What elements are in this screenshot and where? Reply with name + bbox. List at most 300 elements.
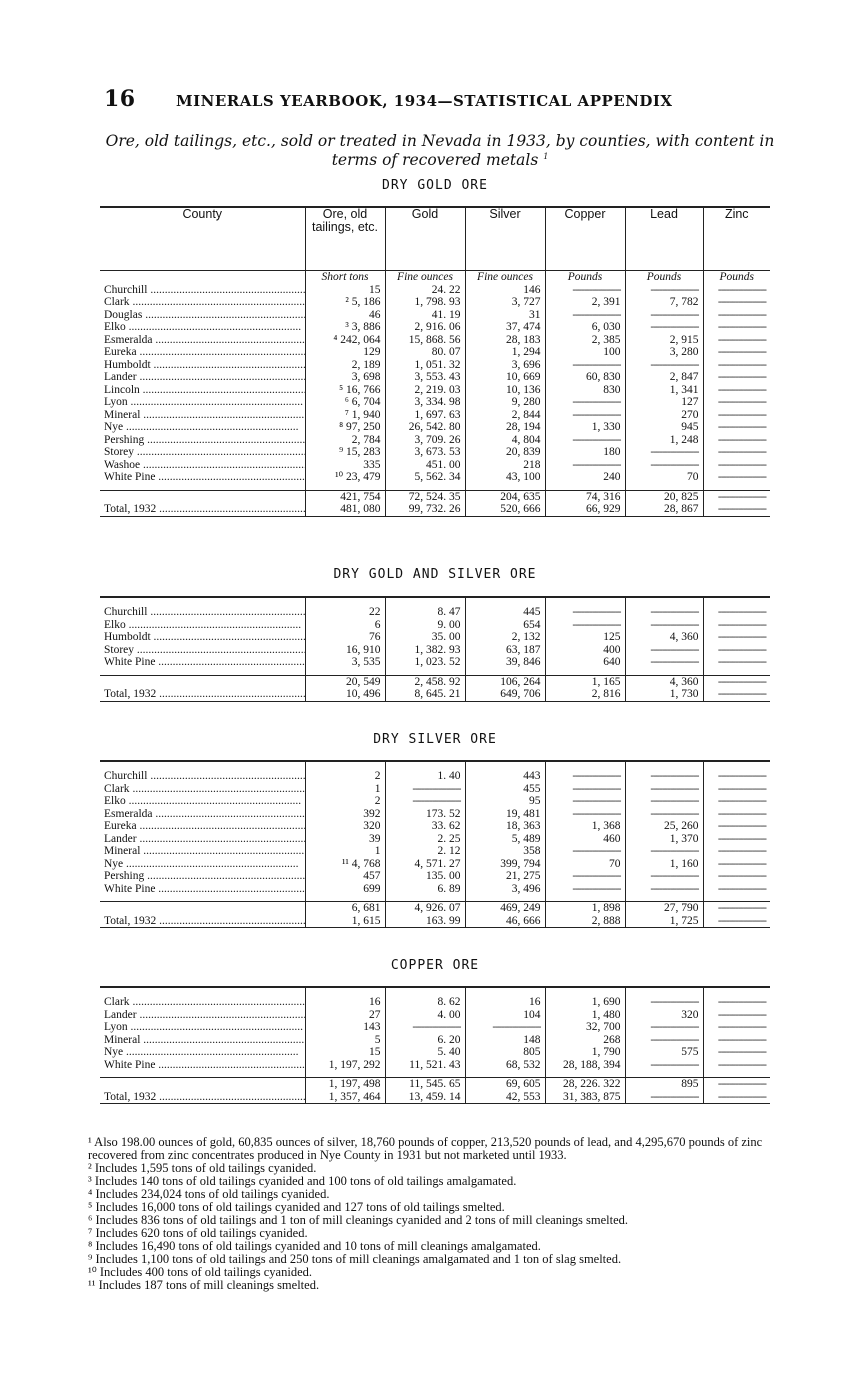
cell-value: 1, 370 [625, 833, 703, 846]
footnote: ³ Includes 140 tons of old tailings cyanided and 100 tons of old tailings amalgamated. [88, 1174, 517, 1188]
cell-value [703, 396, 770, 409]
cell-value: 2, 847 [625, 371, 703, 384]
data-table [100, 986, 770, 1104]
cell-value [703, 858, 770, 871]
cell-value [703, 1034, 770, 1047]
county-name: Clark ..... [100, 296, 305, 309]
county-name: Pershing ..... [100, 870, 305, 883]
cell-value [545, 359, 625, 372]
county-name: Elko ..... [100, 619, 305, 632]
county-name: Clark ..... [100, 996, 305, 1009]
unit-zinc: Pounds [703, 271, 770, 284]
table-row [100, 296, 770, 309]
cell-value [703, 833, 770, 846]
cell-value: 6. 20 [385, 1034, 465, 1047]
county-name: Douglas ..... [100, 309, 305, 322]
cell-value [703, 321, 770, 334]
cell-value: ⁶ 6, 704 [305, 396, 385, 409]
cell-value: 2, 219. 03 [385, 384, 465, 397]
cell-value: ⁴ 242, 064 [305, 334, 385, 347]
cell-value: 10, 136 [465, 384, 545, 397]
cell-value: 33. 62 [385, 820, 465, 833]
cell-value: 1 [305, 845, 385, 858]
cell-value [545, 883, 625, 896]
cell-value: 11, 521. 43 [385, 1059, 465, 1072]
total-1932-value: 649, 706 [465, 688, 545, 701]
cell-value [625, 783, 703, 796]
cell-value: 28, 183 [465, 334, 545, 347]
total-1932-value: 99, 732. 26 [385, 503, 465, 516]
table-row [100, 446, 770, 459]
caption-footnote-ref: 1 [543, 151, 549, 161]
cell-value: 240 [545, 471, 625, 484]
total-value: 20, 825 [625, 490, 703, 503]
cell-value: 31 [465, 309, 545, 322]
cell-value [385, 795, 465, 808]
cell-value: 2 [305, 770, 385, 783]
cell-value: 1, 341 [625, 384, 703, 397]
total-label: Total, 1932 ..... [100, 675, 305, 701]
footnote: ⁹ Includes 1,100 tons of old tailings and 250 tons of mill cleanings amalgamated and 1 ton of slag smelted. [88, 1252, 622, 1266]
table-row [100, 845, 770, 858]
county-name: Lyon ..... [100, 1021, 305, 1034]
cell-value [703, 870, 770, 883]
table-row [100, 396, 770, 409]
cell-value: 3, 727 [465, 296, 545, 309]
table-row [100, 619, 770, 632]
cell-value [703, 883, 770, 896]
cell-value [625, 321, 703, 334]
column-header-gold: Gold [385, 207, 465, 271]
total-value: 27, 790 [625, 902, 703, 915]
total-1932-value: 13, 459. 14 [385, 1091, 465, 1104]
table-row [100, 459, 770, 472]
table-row [100, 284, 770, 297]
cell-value [703, 359, 770, 372]
total-1932-value: 1, 730 [625, 688, 703, 701]
cell-value [703, 820, 770, 833]
cell-value: 1, 051. 32 [385, 359, 465, 372]
cell-value: 455 [465, 783, 545, 796]
cell-value: 63, 187 [465, 644, 545, 657]
cell-value: 2, 385 [545, 334, 625, 347]
cell-value [545, 795, 625, 808]
cell-value: 2, 916. 06 [385, 321, 465, 334]
cell-value [545, 284, 625, 297]
county-name: Storey ..... [100, 644, 305, 657]
rule-cell [465, 761, 545, 770]
cell-value [703, 334, 770, 347]
cell-value: 1, 294 [465, 346, 545, 359]
column-header-copper: Copper [545, 207, 625, 271]
section-title: DRY GOLD ORE [382, 178, 488, 193]
total-value: 28, 226. 322 [545, 1078, 625, 1091]
rule-cell [465, 987, 545, 996]
cell-value: 22 [305, 606, 385, 619]
unit-gold: Fine ounces [385, 271, 465, 284]
total-1932-value: 10, 496 [305, 688, 385, 701]
cell-value: 39 [305, 833, 385, 846]
cell-value: 95 [465, 795, 545, 808]
cell-value: 460 [545, 833, 625, 846]
units-row [100, 271, 770, 284]
cell-value: 2, 784 [305, 434, 385, 447]
cell-value [625, 808, 703, 821]
total-1932-value: 2, 888 [545, 915, 625, 928]
cell-value [703, 808, 770, 821]
cell-value: 28, 188, 394 [545, 1059, 625, 1072]
cell-value [703, 783, 770, 796]
county-name: Lyon ..... [100, 396, 305, 409]
cell-value: 20, 839 [465, 446, 545, 459]
unit-ore: Short tons [305, 271, 385, 284]
cell-value [545, 606, 625, 619]
cell-value [625, 996, 703, 1009]
table-top-rule [100, 761, 770, 770]
cell-value: 2. 25 [385, 833, 465, 846]
cell-value [625, 359, 703, 372]
data-table [100, 760, 770, 928]
cell-value [625, 770, 703, 783]
footnotes [88, 1136, 768, 1292]
total-value: 469, 249 [465, 902, 545, 915]
table-row [100, 384, 770, 397]
cell-value [703, 1009, 770, 1022]
cell-value [625, 459, 703, 472]
rule-cell [385, 597, 465, 606]
column-header-zinc: Zinc [703, 207, 770, 271]
rule-cell [385, 987, 465, 996]
total-1932-value: 31, 383, 875 [545, 1091, 625, 1104]
cell-value [625, 309, 703, 322]
cell-value [625, 1021, 703, 1034]
unit-copper: Pounds [545, 271, 625, 284]
table-row [100, 795, 770, 808]
cell-value: ⁷ 1, 940 [305, 409, 385, 422]
total-value: 1, 197, 498 [305, 1078, 385, 1091]
county-name: Esmeralda ..... [100, 334, 305, 347]
cell-value [703, 996, 770, 1009]
cell-value: 443 [465, 770, 545, 783]
cell-value: 143 [305, 1021, 385, 1034]
total-value: 69, 605 [465, 1078, 545, 1091]
cell-value: 3, 709. 26 [385, 434, 465, 447]
cell-value [545, 870, 625, 883]
total-row [100, 490, 770, 503]
total-1932-value: 520, 666 [465, 503, 545, 516]
total-value: 1, 898 [545, 902, 625, 915]
footnote: ⁶ Includes 836 tons of old tailings and 1 ton of mill cleanings cyanided and 2 tons of mill cleanings smelted. [88, 1213, 629, 1227]
table-row [100, 359, 770, 372]
total-value: 20, 549 [305, 675, 385, 688]
cell-value: 3, 698 [305, 371, 385, 384]
total-value: 11, 545. 65 [385, 1078, 465, 1091]
cell-value: 2, 189 [305, 359, 385, 372]
cell-value [703, 421, 770, 434]
total-value: 421, 754 [305, 490, 385, 503]
cell-value: 6, 030 [545, 321, 625, 334]
table-row [100, 1021, 770, 1034]
cell-value [545, 459, 625, 472]
cell-value: 146 [465, 284, 545, 297]
cell-value: 4, 804 [465, 434, 545, 447]
cell-value [385, 783, 465, 796]
page-number: 16 [104, 86, 136, 112]
total-value [703, 675, 770, 688]
footnote: ⁴ Includes 234,024 tons of old tailings cyanided. [88, 1187, 330, 1201]
cell-value: 2, 391 [545, 296, 625, 309]
cell-value: 654 [465, 619, 545, 632]
cell-value: 28, 194 [465, 421, 545, 434]
total-1932-value [703, 915, 770, 928]
cell-value [703, 770, 770, 783]
total-1932-value: 2, 816 [545, 688, 625, 701]
cell-value [703, 446, 770, 459]
total-1932-value: 28, 867 [625, 503, 703, 516]
table-row [100, 996, 770, 1009]
cell-value: 3, 553. 43 [385, 371, 465, 384]
cell-value [703, 1046, 770, 1059]
total-value: 895 [625, 1078, 703, 1091]
footnote: ¹¹ Includes 187 tons of mill cleanings smelted. [88, 1278, 320, 1292]
cell-value: 1, 798. 93 [385, 296, 465, 309]
cell-value [625, 284, 703, 297]
rule-cell [305, 597, 385, 606]
cell-value: 1, 480 [545, 1009, 625, 1022]
cell-value: 4. 00 [385, 1009, 465, 1022]
cell-value: 43, 100 [465, 471, 545, 484]
table-row [100, 858, 770, 871]
cell-value: 320 [305, 820, 385, 833]
cell-value: 70 [545, 858, 625, 871]
cell-value [385, 1021, 465, 1034]
cell-value: 127 [625, 396, 703, 409]
total-1932-value [703, 503, 770, 516]
cell-value: 945 [625, 421, 703, 434]
total-value [703, 1078, 770, 1091]
rule-cell [625, 987, 703, 996]
cell-value [625, 1059, 703, 1072]
footnote: ⁵ Includes 16,000 tons of old tailings cyanided and 127 tons of old tailings smelted. [88, 1200, 505, 1214]
cell-value: 268 [545, 1034, 625, 1047]
cell-value: ⁵ 16, 766 [305, 384, 385, 397]
cell-value: 457 [305, 870, 385, 883]
total-label: Total, 1932 ..... [100, 902, 305, 928]
total-1932-value [625, 1091, 703, 1104]
county-name: Humboldt ..... [100, 631, 305, 644]
cell-value: 16 [465, 996, 545, 1009]
cell-value: 451. 00 [385, 459, 465, 472]
cell-value: 1, 160 [625, 858, 703, 871]
rule-cell [703, 761, 770, 770]
rule-cell [305, 761, 385, 770]
cell-value: 15 [305, 1046, 385, 1059]
cell-value: 15 [305, 284, 385, 297]
cell-value: 830 [545, 384, 625, 397]
cell-value [545, 396, 625, 409]
cell-value: 445 [465, 606, 545, 619]
cell-value: 6. 89 [385, 883, 465, 896]
county-name: Humboldt ..... [100, 359, 305, 372]
rule-cell [385, 761, 465, 770]
rule-cell [545, 761, 625, 770]
cell-value: 270 [625, 409, 703, 422]
unit-lead: Pounds [625, 271, 703, 284]
total-row [100, 902, 770, 915]
total-1932-value: 163. 99 [385, 915, 465, 928]
cell-value: 3, 496 [465, 883, 545, 896]
cell-value: ¹⁰ 23, 479 [305, 471, 385, 484]
footnote: ¹⁰ Includes 400 tons of old tailings cyanided. [88, 1265, 312, 1279]
cell-value: 5, 489 [465, 833, 545, 846]
cell-value: 3, 696 [465, 359, 545, 372]
table-row [100, 820, 770, 833]
cell-value: 39, 846 [465, 656, 545, 669]
table-row [100, 833, 770, 846]
running-header [104, 86, 784, 112]
county-name: Pershing ..... [100, 434, 305, 447]
cell-value: 358 [465, 845, 545, 858]
cell-value: 5. 40 [385, 1046, 465, 1059]
total-value: 1, 165 [545, 675, 625, 688]
cell-value: 100 [545, 346, 625, 359]
cell-value: 15, 868. 56 [385, 334, 465, 347]
cell-value: ² 5, 186 [305, 296, 385, 309]
rule-cell [625, 761, 703, 770]
table-row [100, 434, 770, 447]
cell-value [625, 870, 703, 883]
cell-value [703, 619, 770, 632]
cell-value [625, 606, 703, 619]
cell-value: 125 [545, 631, 625, 644]
rule-cell [703, 987, 770, 996]
total-value: 4, 926. 07 [385, 902, 465, 915]
total-label: Total, 1932 ..... [100, 1078, 305, 1104]
county-name: White Pine ..... [100, 471, 305, 484]
county-name: Eureka ..... [100, 346, 305, 359]
total-value [703, 902, 770, 915]
cell-value: 1, 368 [545, 820, 625, 833]
cell-value: 1, 697. 63 [385, 409, 465, 422]
cell-value [545, 770, 625, 783]
cell-value: 1, 023. 52 [385, 656, 465, 669]
total-value: 106, 264 [465, 675, 545, 688]
total-value: 6, 681 [305, 902, 385, 915]
cell-value: 3, 280 [625, 346, 703, 359]
county-name: White Pine ..... [100, 656, 305, 669]
table-row [100, 870, 770, 883]
total-1932-value: 42, 553 [465, 1091, 545, 1104]
cell-value: 70 [625, 471, 703, 484]
total-row [100, 1078, 770, 1091]
cell-value [703, 346, 770, 359]
cell-value: 26, 542. 80 [385, 421, 465, 434]
county-name: Lander ..... [100, 833, 305, 846]
table-row [100, 808, 770, 821]
cell-value: 16 [305, 996, 385, 1009]
cell-value: ³ 3, 886 [305, 321, 385, 334]
cell-value: 7, 782 [625, 296, 703, 309]
cell-value: 2, 844 [465, 409, 545, 422]
cell-value: 104 [465, 1009, 545, 1022]
cell-value: 8. 62 [385, 996, 465, 1009]
table-row [100, 1009, 770, 1022]
cell-value [545, 409, 625, 422]
table-caption [100, 132, 780, 170]
cell-value [625, 795, 703, 808]
cell-value: 35. 00 [385, 631, 465, 644]
cell-value [703, 795, 770, 808]
cell-value: 24. 22 [385, 284, 465, 297]
cell-value: 2, 132 [465, 631, 545, 644]
column-header-row [100, 207, 770, 271]
cell-value: 180 [545, 446, 625, 459]
total-1932-value: 1, 615 [305, 915, 385, 928]
county-name: Mineral ..... [100, 409, 305, 422]
cell-value: 2 [305, 795, 385, 808]
cell-value: 805 [465, 1046, 545, 1059]
rule-cell [545, 987, 625, 996]
rule-cell [100, 761, 305, 770]
total-value: 2, 458. 92 [385, 675, 465, 688]
cell-value [625, 644, 703, 657]
cell-value: 135. 00 [385, 870, 465, 883]
cell-value: ¹¹ 4, 768 [305, 858, 385, 871]
unit-spacer [100, 271, 305, 284]
cell-value [625, 845, 703, 858]
cell-value: 1, 790 [545, 1046, 625, 1059]
cell-value [703, 1021, 770, 1034]
total-value: 74, 316 [545, 490, 625, 503]
total-1932-value: 46, 666 [465, 915, 545, 928]
cell-value: 575 [625, 1046, 703, 1059]
cell-value [703, 631, 770, 644]
table-row [100, 334, 770, 347]
table-row [100, 606, 770, 619]
county-name: Storey ..... [100, 446, 305, 459]
county-name: Washoe ..... [100, 459, 305, 472]
cell-value: 1, 248 [625, 434, 703, 447]
cell-value: 68, 532 [465, 1059, 545, 1072]
cell-value: 3, 673. 53 [385, 446, 465, 459]
column-header-ore: Ore, old tailings, etc. [305, 207, 385, 271]
cell-value: 699 [305, 883, 385, 896]
cell-value [703, 1059, 770, 1072]
cell-value [703, 384, 770, 397]
cell-value: 5, 562. 34 [385, 471, 465, 484]
table-top-rule [100, 597, 770, 606]
cell-value: 32, 700 [545, 1021, 625, 1034]
county-name: Nye ..... [100, 858, 305, 871]
county-name: Nye ..... [100, 1046, 305, 1059]
cell-value [545, 309, 625, 322]
cell-value: 10, 669 [465, 371, 545, 384]
county-name: Elko ..... [100, 795, 305, 808]
table-row [100, 783, 770, 796]
cell-value [703, 309, 770, 322]
caption-text: Ore, old tailings, etc., sold or treated in Nevada in 1933, by counties, with content in terms of recovered metals [105, 132, 775, 169]
total-label: Total, 1932 ..... [100, 490, 305, 516]
cell-value [703, 284, 770, 297]
county-name: Mineral ..... [100, 1034, 305, 1047]
cell-value [703, 606, 770, 619]
cell-value: 37, 474 [465, 321, 545, 334]
table-row [100, 471, 770, 484]
county-name: Nye ..... [100, 421, 305, 434]
cell-value: 148 [465, 1034, 545, 1047]
total-value: 72, 524. 35 [385, 490, 465, 503]
total-1932-value: 8, 645. 21 [385, 688, 465, 701]
